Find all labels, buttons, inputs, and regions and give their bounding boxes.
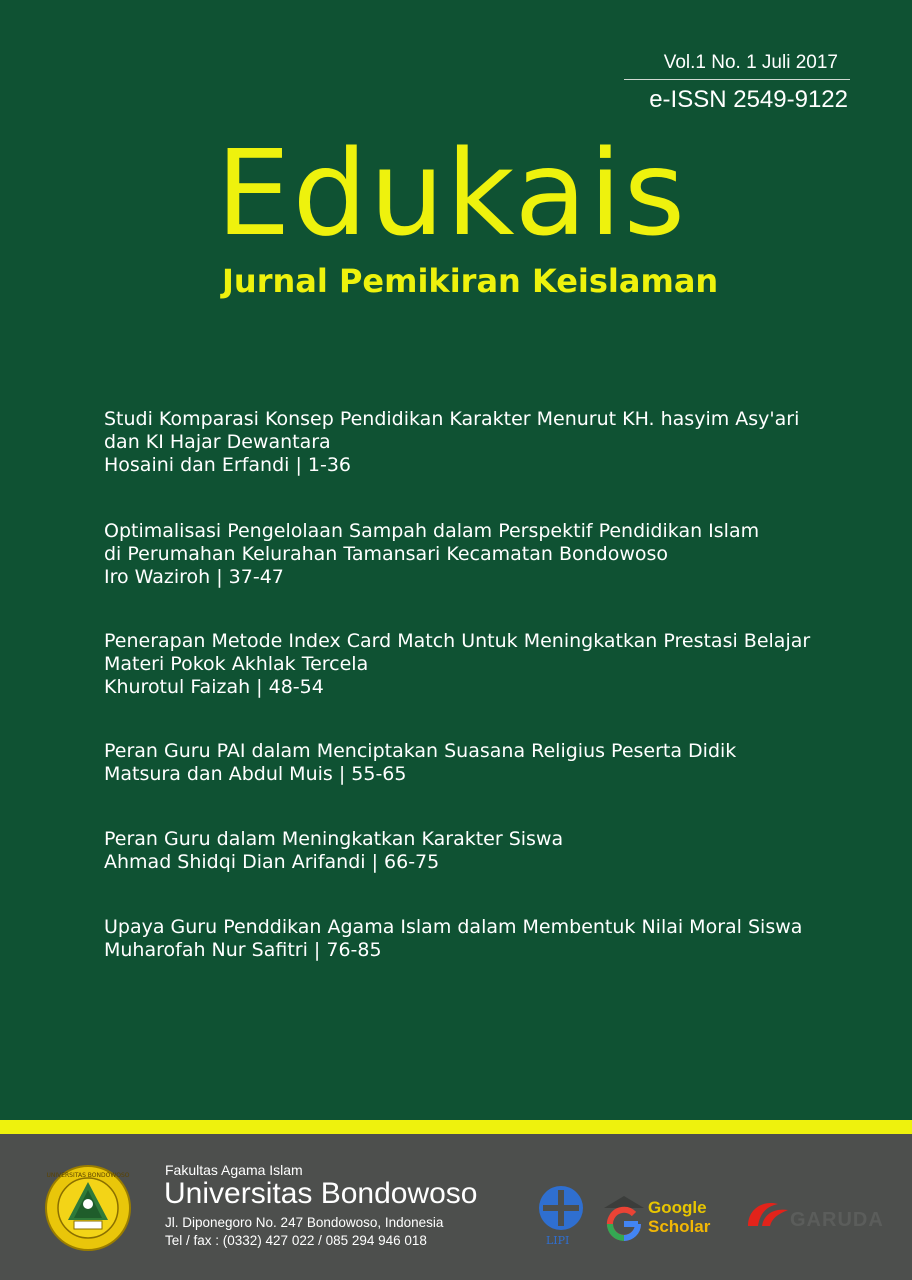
article-byline: Iro Waziroh | 37-47 bbox=[104, 566, 284, 588]
google-scholar-icon bbox=[604, 1196, 644, 1242]
university-address: Jl. Diponegoro No. 247 Bondowoso, Indonesia bbox=[165, 1215, 444, 1230]
article-byline: Matsura dan Abdul Muis | 55-65 bbox=[104, 763, 407, 785]
garuda-logo-icon bbox=[744, 1196, 790, 1232]
article-title: di Perumahan Kelurahan Tamansari Kecamatan Bondowoso bbox=[104, 543, 669, 565]
article-title: Peran Guru dalam Meningkatkan Karakter Siswa bbox=[104, 828, 564, 850]
article-entry bbox=[104, 630, 810, 699]
volume-info: Vol.1 No. 1 Juli 2017 bbox=[663, 52, 838, 73]
article-byline: Muharofah Nur Safitri | 76-85 bbox=[104, 939, 382, 961]
yellow-divider-band bbox=[0, 1120, 912, 1134]
journal-title: Edukais bbox=[216, 124, 688, 262]
article-entry bbox=[104, 916, 802, 962]
university-phone: Tel / fax : (0332) 427 022 / 085 294 946 018 bbox=[165, 1233, 427, 1248]
seal-text: UNIVERSITAS BONDOWOSO bbox=[46, 1172, 130, 1179]
article-entry bbox=[104, 408, 799, 477]
lipi-label: LIPI bbox=[546, 1234, 570, 1247]
article-title: Upaya Guru Penddikan Agama Islam dalam Membentuk Nilai Moral Siswa bbox=[104, 916, 803, 938]
article-title: Peran Guru PAI dalam Menciptakan Suasana Religius Peserta Didik bbox=[104, 740, 737, 762]
google-scholar-line2: Scholar bbox=[648, 1217, 711, 1236]
university-name: Universitas Bondowoso bbox=[164, 1177, 478, 1210]
article-entry bbox=[104, 520, 759, 589]
header-divider bbox=[624, 79, 850, 80]
article-title: Optimalisasi Pengelolaan Sampah dalam Perspektif Pendidikan Islam bbox=[104, 520, 760, 542]
article-byline: Hosaini dan Erfandi | 1-36 bbox=[104, 454, 352, 476]
issn: e-ISSN 2549-9122 bbox=[649, 86, 848, 113]
article-entry bbox=[104, 740, 736, 786]
faculty-name: Fakultas Agama Islam bbox=[165, 1162, 303, 1178]
article-byline: Ahmad Shidqi Dian Arifandi | 66-75 bbox=[104, 851, 440, 873]
journal-subtitle: Jurnal Pemikiran Keislaman bbox=[222, 262, 719, 300]
article-title: Penerapan Metode Index Card Match Untuk Meningkatkan Prestasi Belajar bbox=[104, 630, 811, 652]
article-title: Studi Komparasi Konsep Pendidikan Karakter Menurut KH. hasyim Asy'ari bbox=[104, 408, 800, 430]
article-byline: Khurotul Faizah | 48-54 bbox=[104, 676, 324, 698]
google-scholar-line1: Google bbox=[648, 1198, 707, 1217]
google-scholar-label bbox=[648, 1198, 710, 1236]
article-entry bbox=[104, 828, 563, 874]
university-seal-icon bbox=[44, 1164, 132, 1252]
article-title: dan KI Hajar Dewantara bbox=[104, 431, 331, 453]
garuda-label: GARUDA bbox=[790, 1209, 884, 1231]
article-title: Materi Pokok Akhlak Tercela bbox=[104, 653, 369, 675]
